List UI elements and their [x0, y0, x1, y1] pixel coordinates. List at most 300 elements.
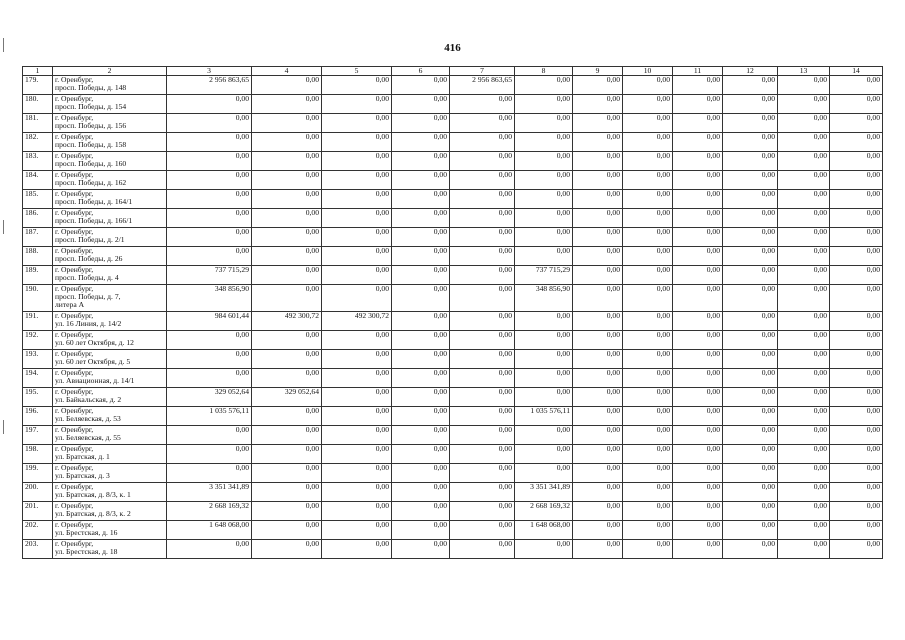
- address-line: просп. Победы, д. 7,: [55, 292, 121, 302]
- row-number: 200.: [23, 483, 53, 502]
- column-header: 6: [392, 67, 450, 76]
- value-cell: 0,00: [830, 114, 883, 133]
- value-cell: 0,00: [623, 464, 673, 483]
- table-row: [23, 114, 883, 133]
- value-cell: 0,00: [623, 521, 673, 540]
- value-cell: 0,00: [673, 133, 723, 152]
- value-cell: 0,00: [515, 426, 573, 445]
- value-cell: 0,00: [830, 331, 883, 350]
- value-cell: 0,00: [252, 171, 322, 190]
- value-cell: 0,00: [778, 502, 830, 521]
- value-cell: 0,00: [623, 171, 673, 190]
- table-row: [23, 285, 883, 312]
- value-cell: 2 956 863,65: [450, 76, 515, 95]
- table-row: [23, 76, 883, 95]
- value-cell: 0,00: [167, 228, 252, 247]
- column-header: 8: [515, 67, 573, 76]
- address-line: г. Оренбург,: [55, 330, 94, 339]
- value-cell: 0,00: [322, 247, 392, 266]
- value-cell: 0,00: [392, 502, 450, 521]
- value-cell: 0,00: [830, 266, 883, 285]
- address-line: г. Оренбург,: [55, 265, 94, 274]
- value-cell: 0,00: [623, 76, 673, 95]
- address-cell: [53, 350, 167, 369]
- address-cell: [53, 228, 167, 247]
- address-cell: [53, 133, 167, 152]
- address-cell: [53, 540, 167, 559]
- value-cell: 0,00: [392, 426, 450, 445]
- value-cell: 0,00: [450, 209, 515, 228]
- value-cell: 0,00: [322, 445, 392, 464]
- address-line: г. Оренбург,: [55, 520, 94, 529]
- address-line: просп. Победы, д. 166/1: [55, 216, 133, 226]
- value-cell: 0,00: [778, 483, 830, 502]
- value-cell: 0,00: [778, 209, 830, 228]
- value-cell: 0,00: [673, 464, 723, 483]
- value-cell: 0,00: [778, 369, 830, 388]
- value-cell: 0,00: [322, 228, 392, 247]
- address-line: ул. Байкальская, д. 2: [55, 395, 122, 405]
- value-cell: 0,00: [573, 502, 623, 521]
- value-cell: 0,00: [392, 171, 450, 190]
- value-cell: 0,00: [450, 133, 515, 152]
- value-cell: 0,00: [167, 331, 252, 350]
- address-cell: [53, 312, 167, 331]
- column-header: 1: [23, 67, 53, 76]
- value-cell: 0,00: [623, 285, 673, 312]
- address-line: ул. Братская, д. 1: [55, 452, 110, 462]
- value-cell: 0,00: [673, 331, 723, 350]
- address-cell: [53, 76, 167, 95]
- value-cell: 0,00: [392, 388, 450, 407]
- value-cell: 0,00: [673, 152, 723, 171]
- value-cell: 0,00: [778, 266, 830, 285]
- value-cell: 0,00: [830, 521, 883, 540]
- value-cell: 0,00: [623, 407, 673, 426]
- column-header: 5: [322, 67, 392, 76]
- value-cell: 0,00: [450, 388, 515, 407]
- value-cell: 0,00: [673, 171, 723, 190]
- value-cell: 0,00: [723, 407, 778, 426]
- value-cell: 0,00: [252, 483, 322, 502]
- table-body: [23, 76, 883, 559]
- table-row: [23, 331, 883, 350]
- value-cell: 0,00: [673, 266, 723, 285]
- value-cell: 0,00: [673, 76, 723, 95]
- address-line: г. Оренбург,: [55, 227, 94, 236]
- value-cell: 0,00: [673, 350, 723, 369]
- value-cell: 0,00: [450, 228, 515, 247]
- column-header: 14: [830, 67, 883, 76]
- value-cell: 0,00: [830, 464, 883, 483]
- value-cell: 0,00: [623, 228, 673, 247]
- address-line: г. Оренбург,: [55, 246, 94, 255]
- value-cell: 0,00: [778, 407, 830, 426]
- value-cell: 0,00: [515, 350, 573, 369]
- value-cell: 0,00: [392, 331, 450, 350]
- address-cell: [53, 209, 167, 228]
- value-cell: 0,00: [515, 228, 573, 247]
- column-header: 13: [778, 67, 830, 76]
- value-cell: 0,00: [167, 350, 252, 369]
- value-cell: 0,00: [450, 247, 515, 266]
- address-line: просп. Победы, д. 4: [55, 273, 119, 283]
- row-number: 191.: [23, 312, 53, 331]
- table-row: [23, 464, 883, 483]
- value-cell: 0,00: [778, 76, 830, 95]
- value-cell: 492 300,72: [252, 312, 322, 331]
- value-cell: 0,00: [573, 540, 623, 559]
- value-cell: 0,00: [830, 426, 883, 445]
- value-cell: 0,00: [515, 95, 573, 114]
- address-line: просп. Победы, д. 160: [55, 159, 127, 169]
- column-header: 2: [53, 67, 167, 76]
- address-line: просп. Победы, д. 2/1: [55, 235, 125, 245]
- value-cell: 0,00: [252, 247, 322, 266]
- value-cell: 0,00: [723, 247, 778, 266]
- address-cell: [53, 152, 167, 171]
- address-line: г. Оренбург,: [55, 151, 94, 160]
- address-cell: [53, 95, 167, 114]
- address-cell: [53, 445, 167, 464]
- value-cell: 0,00: [392, 76, 450, 95]
- value-cell: 2 668 169,32: [515, 502, 573, 521]
- value-cell: 0,00: [673, 209, 723, 228]
- value-cell: 0,00: [830, 228, 883, 247]
- value-cell: 0,00: [778, 133, 830, 152]
- value-cell: 0,00: [392, 190, 450, 209]
- value-cell: 0,00: [252, 95, 322, 114]
- value-cell: 1 035 576,11: [515, 407, 573, 426]
- value-cell: 0,00: [623, 388, 673, 407]
- value-cell: 0,00: [322, 426, 392, 445]
- value-cell: 0,00: [322, 152, 392, 171]
- address-line: г. Оренбург,: [55, 170, 94, 179]
- address-cell: [53, 521, 167, 540]
- value-cell: 0,00: [723, 483, 778, 502]
- value-cell: 0,00: [623, 209, 673, 228]
- value-cell: 0,00: [515, 76, 573, 95]
- value-cell: 737 715,29: [167, 266, 252, 285]
- value-cell: 0,00: [322, 171, 392, 190]
- value-cell: 0,00: [392, 350, 450, 369]
- value-cell: 0,00: [623, 114, 673, 133]
- value-cell: 0,00: [322, 209, 392, 228]
- value-cell: 3 351 341,89: [167, 483, 252, 502]
- value-cell: 0,00: [723, 190, 778, 209]
- value-cell: 0,00: [573, 228, 623, 247]
- value-cell: 0,00: [723, 464, 778, 483]
- value-cell: 0,00: [167, 95, 252, 114]
- value-cell: 0,00: [723, 152, 778, 171]
- value-cell: 0,00: [830, 540, 883, 559]
- table-row: [23, 152, 883, 171]
- address-line: ул. Беляевская, д. 55: [55, 433, 121, 443]
- value-cell: 0,00: [778, 521, 830, 540]
- value-cell: 0,00: [252, 133, 322, 152]
- value-cell: 0,00: [322, 502, 392, 521]
- address-cell: [53, 426, 167, 445]
- address-cell: [53, 388, 167, 407]
- value-cell: 0,00: [573, 285, 623, 312]
- value-cell: 0,00: [392, 114, 450, 133]
- value-cell: 0,00: [623, 483, 673, 502]
- value-cell: 0,00: [252, 426, 322, 445]
- value-cell: 0,00: [252, 285, 322, 312]
- value-cell: 0,00: [623, 350, 673, 369]
- value-cell: 0,00: [623, 133, 673, 152]
- address-line: г. Оренбург,: [55, 501, 94, 510]
- value-cell: 0,00: [830, 502, 883, 521]
- table-row: [23, 133, 883, 152]
- value-cell: 0,00: [673, 521, 723, 540]
- table-row: [23, 388, 883, 407]
- address-line: г. Оренбург,: [55, 349, 94, 358]
- value-cell: 0,00: [573, 521, 623, 540]
- value-cell: 0,00: [723, 285, 778, 312]
- value-cell: 0,00: [322, 540, 392, 559]
- row-number: 196.: [23, 407, 53, 426]
- value-cell: 0,00: [573, 95, 623, 114]
- address-line: литера А: [55, 300, 85, 310]
- address-line: г. Оренбург,: [55, 75, 94, 84]
- value-cell: 0,00: [167, 464, 252, 483]
- page-number: 416: [444, 42, 461, 54]
- value-cell: 0,00: [778, 228, 830, 247]
- address-line: г. Оренбург,: [55, 463, 94, 472]
- value-cell: 0,00: [322, 331, 392, 350]
- value-cell: 0,00: [322, 388, 392, 407]
- value-cell: 0,00: [623, 152, 673, 171]
- table-row: [23, 445, 883, 464]
- value-cell: 0,00: [450, 407, 515, 426]
- value-cell: 0,00: [252, 209, 322, 228]
- value-cell: 0,00: [392, 152, 450, 171]
- value-cell: 0,00: [723, 266, 778, 285]
- value-cell: 0,00: [392, 285, 450, 312]
- value-cell: 0,00: [450, 312, 515, 331]
- value-cell: 0,00: [167, 540, 252, 559]
- value-cell: 0,00: [252, 502, 322, 521]
- value-cell: 0,00: [515, 152, 573, 171]
- address-line: г. Оренбург,: [55, 539, 94, 548]
- value-cell: 0,00: [515, 209, 573, 228]
- column-header: 7: [450, 67, 515, 76]
- value-cell: 0,00: [778, 331, 830, 350]
- address-line: г. Оренбург,: [55, 311, 94, 320]
- address-line: г. Оренбург,: [55, 284, 94, 293]
- value-cell: 0,00: [623, 426, 673, 445]
- value-cell: 0,00: [392, 540, 450, 559]
- value-cell: 2 668 169,32: [167, 502, 252, 521]
- value-cell: 0,00: [723, 502, 778, 521]
- address-cell: [53, 483, 167, 502]
- row-number: 180.: [23, 95, 53, 114]
- address-line: просп. Победы, д. 158: [55, 140, 127, 150]
- value-cell: 0,00: [450, 540, 515, 559]
- address-line: просп. Победы, д. 154: [55, 102, 127, 112]
- value-cell: 0,00: [623, 312, 673, 331]
- value-cell: 0,00: [673, 247, 723, 266]
- value-cell: 0,00: [573, 114, 623, 133]
- address-line: ул. Брестская, д. 18: [55, 547, 118, 557]
- row-number: 186.: [23, 209, 53, 228]
- value-cell: 0,00: [450, 350, 515, 369]
- value-cell: 0,00: [252, 331, 322, 350]
- address-cell: [53, 247, 167, 266]
- value-cell: 0,00: [830, 209, 883, 228]
- address-cell: [53, 171, 167, 190]
- value-cell: 0,00: [515, 171, 573, 190]
- value-cell: 0,00: [515, 369, 573, 388]
- value-cell: 0,00: [573, 152, 623, 171]
- value-cell: 0,00: [623, 266, 673, 285]
- value-cell: 0,00: [723, 133, 778, 152]
- value-cell: 0,00: [573, 426, 623, 445]
- value-cell: 0,00: [830, 388, 883, 407]
- value-cell: 0,00: [515, 114, 573, 133]
- value-cell: 0,00: [450, 190, 515, 209]
- value-cell: 737 715,29: [515, 266, 573, 285]
- table-row: [23, 350, 883, 369]
- value-cell: 0,00: [573, 76, 623, 95]
- row-number: 189.: [23, 266, 53, 285]
- value-cell: 0,00: [723, 331, 778, 350]
- value-cell: 0,00: [673, 426, 723, 445]
- value-cell: 0,00: [392, 133, 450, 152]
- value-cell: 0,00: [392, 247, 450, 266]
- table-row: [23, 228, 883, 247]
- value-cell: 0,00: [252, 464, 322, 483]
- address-line: г. Оренбург,: [55, 132, 94, 141]
- value-cell: 0,00: [778, 445, 830, 464]
- value-cell: 0,00: [723, 540, 778, 559]
- value-cell: 0,00: [392, 464, 450, 483]
- value-cell: 0,00: [322, 133, 392, 152]
- column-header: 12: [723, 67, 778, 76]
- value-cell: 0,00: [830, 190, 883, 209]
- address-line: ул. Авиационная, д. 14/1: [55, 376, 135, 386]
- value-cell: 0,00: [450, 95, 515, 114]
- value-cell: 0,00: [392, 95, 450, 114]
- value-cell: 0,00: [723, 426, 778, 445]
- value-cell: 0,00: [673, 388, 723, 407]
- table-row: [23, 426, 883, 445]
- value-cell: 0,00: [573, 190, 623, 209]
- table-row: [23, 407, 883, 426]
- value-cell: 0,00: [167, 369, 252, 388]
- address-cell: [53, 502, 167, 521]
- table-row: [23, 483, 883, 502]
- value-cell: 0,00: [623, 331, 673, 350]
- value-cell: 0,00: [392, 407, 450, 426]
- data-table: [22, 66, 883, 559]
- value-cell: 3 351 341,89: [515, 483, 573, 502]
- margin-mark-middle: [3, 220, 4, 234]
- value-cell: 0,00: [450, 152, 515, 171]
- value-cell: 2 956 863,65: [167, 76, 252, 95]
- value-cell: 1 035 576,11: [167, 407, 252, 426]
- value-cell: 0,00: [252, 407, 322, 426]
- value-cell: 0,00: [252, 152, 322, 171]
- value-cell: 0,00: [673, 114, 723, 133]
- value-cell: 0,00: [515, 247, 573, 266]
- value-cell: 0,00: [830, 247, 883, 266]
- value-cell: 0,00: [673, 502, 723, 521]
- address-line: г. Оренбург,: [55, 113, 94, 122]
- value-cell: 0,00: [778, 190, 830, 209]
- value-cell: 0,00: [830, 171, 883, 190]
- value-cell: 0,00: [322, 350, 392, 369]
- value-cell: 1 648 068,00: [515, 521, 573, 540]
- value-cell: 0,00: [450, 114, 515, 133]
- value-cell: 0,00: [778, 285, 830, 312]
- value-cell: 0,00: [573, 266, 623, 285]
- value-cell: 0,00: [723, 95, 778, 114]
- value-cell: 0,00: [573, 407, 623, 426]
- value-cell: 0,00: [450, 266, 515, 285]
- value-cell: 0,00: [450, 285, 515, 312]
- address-cell: [53, 190, 167, 209]
- value-cell: 0,00: [167, 190, 252, 209]
- column-header: 4: [252, 67, 322, 76]
- value-cell: 0,00: [623, 369, 673, 388]
- value-cell: 0,00: [322, 76, 392, 95]
- row-number: 183.: [23, 152, 53, 171]
- table-row: [23, 502, 883, 521]
- value-cell: 0,00: [450, 426, 515, 445]
- column-header: 11: [673, 67, 723, 76]
- address-line: ул. Беляевская, д. 53: [55, 414, 121, 424]
- value-cell: 0,00: [573, 483, 623, 502]
- column-header: 9: [573, 67, 623, 76]
- value-cell: 0,00: [673, 369, 723, 388]
- value-cell: 0,00: [623, 502, 673, 521]
- row-number: 203.: [23, 540, 53, 559]
- value-cell: 0,00: [392, 228, 450, 247]
- column-header: 10: [623, 67, 673, 76]
- value-cell: 0,00: [450, 464, 515, 483]
- value-cell: 0,00: [778, 114, 830, 133]
- value-cell: 0,00: [673, 445, 723, 464]
- address-line: г. Оренбург,: [55, 482, 94, 491]
- address-cell: [53, 266, 167, 285]
- value-cell: 0,00: [167, 247, 252, 266]
- table-row: [23, 190, 883, 209]
- value-cell: 0,00: [573, 350, 623, 369]
- value-cell: 0,00: [252, 369, 322, 388]
- value-cell: 0,00: [515, 464, 573, 483]
- value-cell: 0,00: [623, 95, 673, 114]
- value-cell: 0,00: [723, 312, 778, 331]
- address-line: просп. Победы, д. 156: [55, 121, 127, 131]
- value-cell: 0,00: [830, 133, 883, 152]
- value-cell: 0,00: [252, 540, 322, 559]
- value-cell: 0,00: [392, 445, 450, 464]
- value-cell: 0,00: [778, 426, 830, 445]
- value-cell: 0,00: [252, 114, 322, 133]
- value-cell: 0,00: [392, 369, 450, 388]
- header-row: [23, 67, 883, 76]
- row-number: 187.: [23, 228, 53, 247]
- row-number: 182.: [23, 133, 53, 152]
- row-number: 194.: [23, 369, 53, 388]
- value-cell: 0,00: [322, 464, 392, 483]
- address-line: г. Оренбург,: [55, 444, 94, 453]
- address-line: просп. Победы, д. 148: [55, 83, 127, 93]
- address-line: ул. Братская, д. 3: [55, 471, 110, 481]
- value-cell: 0,00: [515, 190, 573, 209]
